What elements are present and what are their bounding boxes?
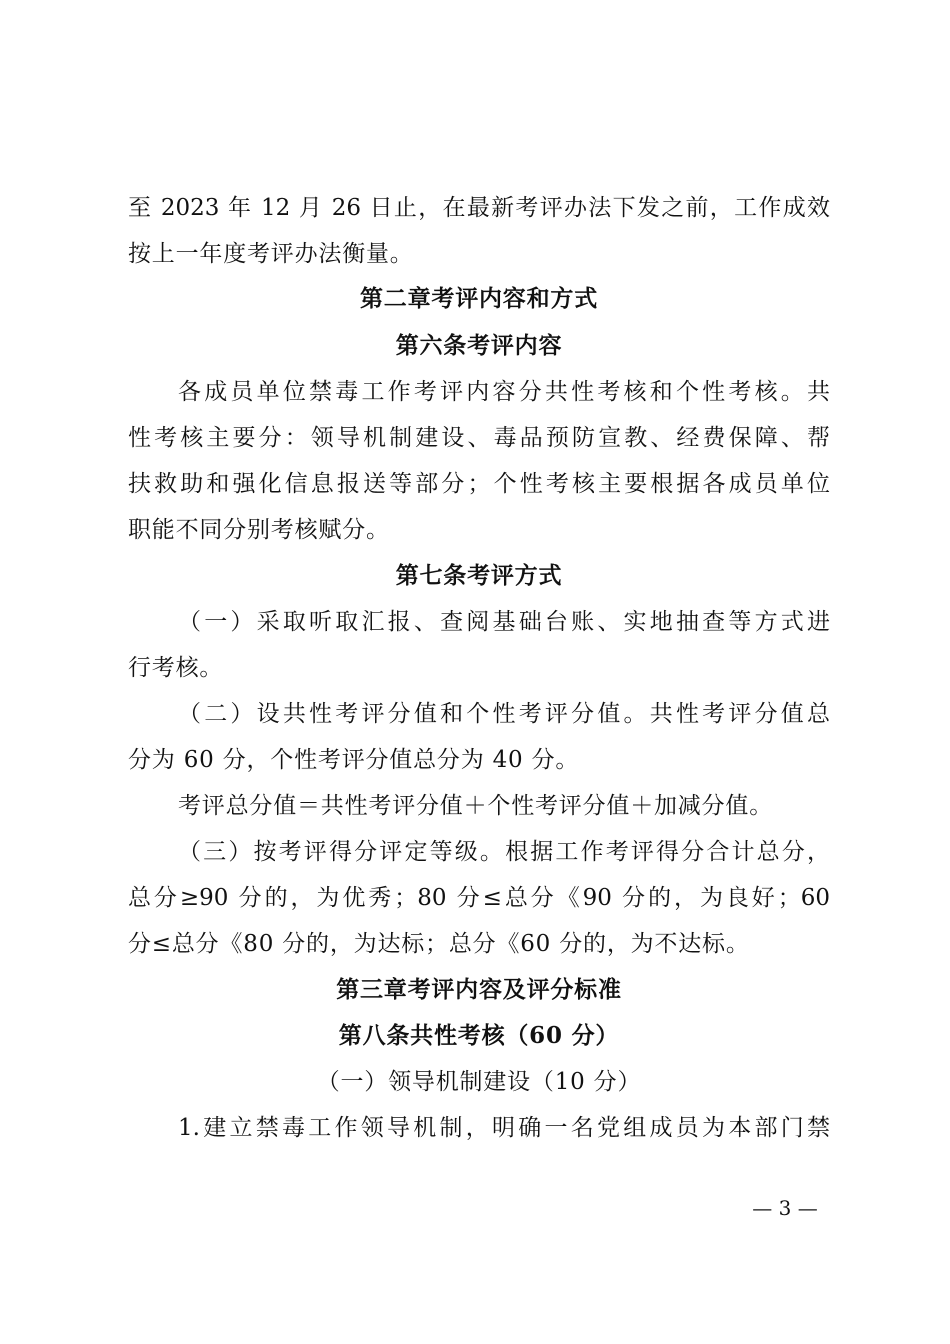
- paragraph-line: 性考核主要分：领导机制建设、毒品预防宣教、经费保障、帮: [128, 425, 830, 451]
- paragraph-line: 行考核。: [128, 655, 224, 681]
- section-heading: （一）领导机制建设（10 分）: [316, 1069, 642, 1095]
- paragraph-line: 考评总分值＝共性考评分值＋个性考评分值＋加减分值。: [178, 793, 773, 819]
- page-number: — 3 —: [752, 1196, 818, 1220]
- article-heading: 第八条共性考核（60 分）: [338, 1022, 620, 1049]
- chapter-heading: 第三章考评内容及评分标准: [336, 976, 622, 1003]
- paragraph-line: （三）按考评得分评定等级。根据工作考评得分合计总分，: [178, 839, 830, 865]
- paragraph-line: 1.建立禁毒工作领导机制，明确一名党组成员为本部门禁: [178, 1115, 830, 1141]
- paragraph-line: 职能不同分别考核赋分。: [128, 517, 390, 543]
- paragraph-line: 分为 60 分，个性考评分值总分为 40 分。: [128, 747, 580, 773]
- article-heading: 第六条考评内容: [395, 332, 563, 359]
- paragraph-line: 至 2023 年 12 月 26 日止，在最新考评办法下发之前，工作成效: [128, 195, 830, 221]
- paragraph-line: （二）设共性考评分值和个性考评分值。共性考评分值总: [178, 701, 830, 727]
- paragraph-line: （一）采取听取汇报、查阅基础台账、实地抽查等方式进: [178, 609, 830, 635]
- paragraph-line: 扶救助和强化信息报送等部分；个性考核主要根据各成员单位: [128, 471, 830, 497]
- article-heading: 第七条考评方式: [395, 562, 563, 589]
- paragraph-line: 各成员单位禁毒工作考评内容分共性考核和个性考核。共: [178, 379, 830, 405]
- paragraph-line: 总分≥90 分的，为优秀；80 分≤总分《90 分的，为良好；60: [128, 885, 830, 911]
- paragraph-line: 按上一年度考评办法衡量。: [128, 241, 414, 267]
- paragraph-line: 分≤总分《80 分的，为达标；总分《60 分的，为不达标。: [128, 931, 750, 957]
- chapter-heading: 第二章考评内容和方式: [360, 285, 598, 312]
